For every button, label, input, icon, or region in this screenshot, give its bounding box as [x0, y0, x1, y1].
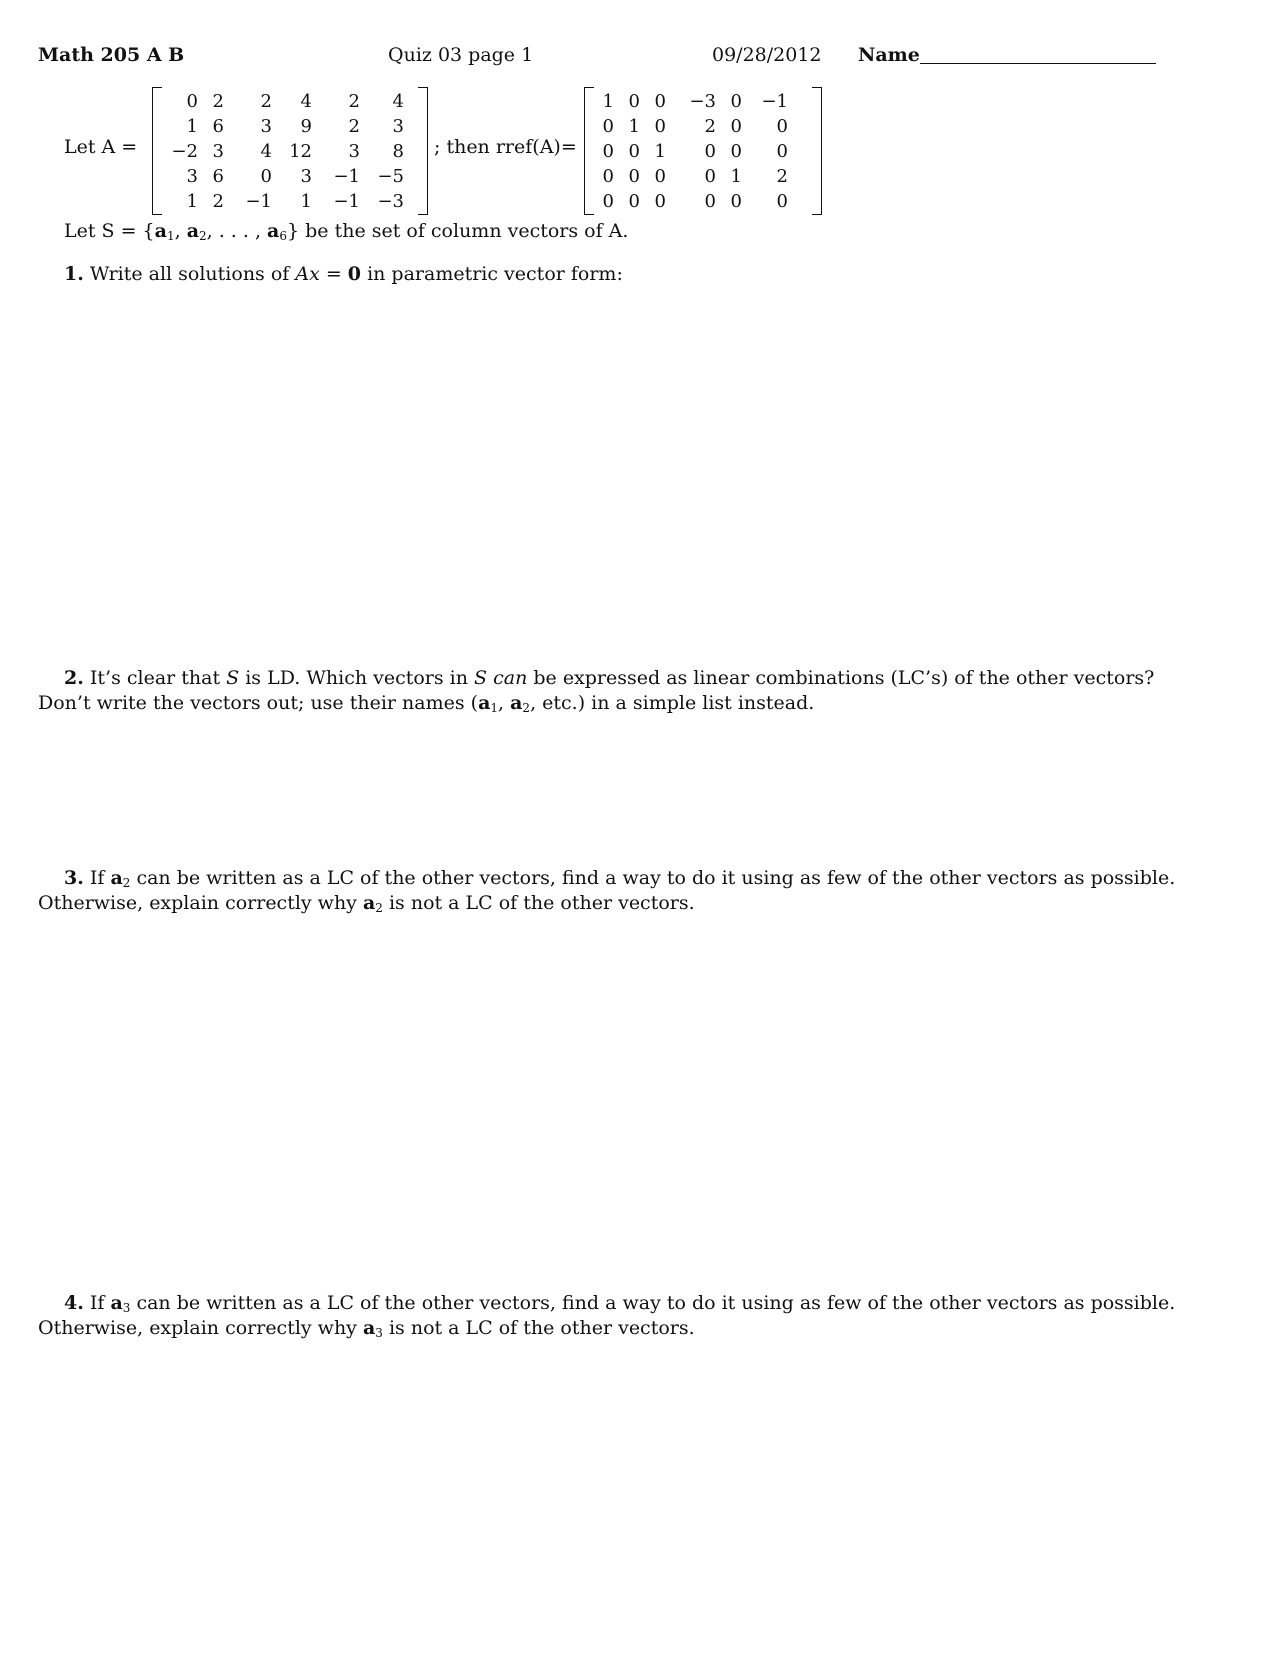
matrix-rref [584, 87, 822, 215]
matrix-a-entry: 3 [260, 116, 272, 137]
matrix-rref-entries [594, 89, 788, 214]
matrix-a-entry: −1 [333, 166, 360, 187]
matrix-a-entry: 3 [212, 141, 224, 162]
name-underline [920, 63, 1156, 64]
matrix-rref-entry: 0 [730, 116, 742, 137]
matrix-rref-entry: 0 [628, 141, 640, 162]
matrix-rref-entry: 0 [776, 191, 788, 212]
quiz-date: 09/28/2012 [712, 44, 822, 66]
right-bracket [812, 87, 822, 215]
matrix-a [152, 87, 428, 215]
quiz-page-label: Quiz 03 page 1 [388, 44, 534, 66]
matrix-a-entry: 1 [186, 191, 198, 212]
matrix-a-entry: 4 [300, 91, 312, 112]
q3-text: If [89, 867, 111, 889]
course-title: Math 205 A B [38, 44, 185, 66]
matrix-rref-entry: −3 [689, 91, 716, 112]
q2-set-s: S [474, 667, 488, 689]
q3-text: is not a LC of the other vectors. [382, 892, 695, 914]
matrix-rref-entry: 0 [602, 191, 614, 212]
matrix-rref-entry: 0 [602, 141, 614, 162]
q3-text: Otherwise, explain correctly why [38, 892, 363, 914]
q1-zero-vector: 0 [347, 263, 362, 285]
matrix-rref-entry: 0 [730, 91, 742, 112]
matrix-rref-entry: 0 [776, 141, 788, 162]
vector-a6: a [267, 220, 280, 242]
matrix-a-entry: 2 [212, 91, 224, 112]
q2-text: Don’t write the vectors out; use their names ( [38, 692, 479, 714]
matrix-a-entry: 6 [212, 116, 224, 137]
q4-text: Otherwise, explain correctly why [38, 1317, 363, 1339]
matrix-a-entry: 1 [186, 116, 198, 137]
set-prefix: Let S = { [64, 220, 155, 242]
matrix-rref-entry: 0 [628, 91, 640, 112]
matrix-a-entry: 4 [260, 141, 272, 162]
set-statement: Let $S = \{a_1$, $a_2$, . . . , $a_6$} be the set of column vectors of A. [64, 220, 629, 243]
matrix-rref-entry: −1 [761, 91, 788, 112]
matrix-rref-entry: 2 [776, 166, 788, 187]
matrix-a-row [162, 114, 404, 139]
matrix-rref-row [594, 164, 788, 189]
question-number: 4. [64, 1292, 84, 1314]
question-3-line-2 [38, 891, 695, 921]
q1-eq: = [319, 263, 348, 285]
matrix-rref-entry: 0 [602, 166, 614, 187]
matrix-a-entry: 9 [300, 116, 312, 137]
vector-a2: a [186, 220, 199, 242]
matrix-a-entry: 3 [392, 116, 404, 137]
name-label: Name [858, 44, 920, 66]
q4-text: If [89, 1292, 111, 1314]
right-bracket [418, 87, 428, 215]
vector-a3: a [362, 1317, 376, 1339]
q2-can: can [493, 667, 528, 689]
matrix-a-entry: 3 [186, 166, 198, 187]
q1-text: Write all solutions of [89, 263, 296, 285]
matrix-a-entry: −1 [333, 191, 360, 212]
matrix-a-entry: 1 [300, 191, 312, 212]
vector-a2: a [362, 892, 376, 914]
matrix-a-entry: 0 [186, 91, 198, 112]
matrix-a-row [162, 164, 404, 189]
vector-a1: a [154, 220, 167, 242]
rref-label: ; then rref(A)= [434, 136, 577, 158]
q4-text: can be written as a LC of the other vectors, find a way to do it using as few of the other vectors as possible. [130, 1292, 1176, 1314]
matrix-rref-entry: 0 [730, 141, 742, 162]
matrix-rref-entry: 0 [730, 191, 742, 212]
matrix-rref-entry: 0 [704, 166, 716, 187]
q2-text: It’s clear that [89, 667, 227, 689]
matrix-rref-entry: 1 [730, 166, 742, 187]
matrix-rref-entry: 0 [704, 191, 716, 212]
matrix-a-entry: −1 [245, 191, 272, 212]
question-2-line-2 [38, 691, 814, 721]
matrix-a-entry: 8 [392, 141, 404, 162]
matrix-a-entry: 2 [348, 116, 360, 137]
matrix-a-entry: 2 [348, 91, 360, 112]
vector-a2-sub: 2 [375, 901, 383, 915]
matrix-rref-entry: 2 [704, 116, 716, 137]
question-number: 3. [64, 867, 84, 889]
matrix-a-entry: −2 [171, 141, 198, 162]
matrix-a-entry: −3 [377, 191, 404, 212]
vector-a3-sub: 3 [122, 1301, 131, 1315]
matrix-a-entries [162, 89, 404, 214]
q4-text: is not a LC of the other vectors. [382, 1317, 695, 1339]
question-4-line-2 [38, 1316, 695, 1346]
vector-a2: a [110, 867, 123, 889]
vector-a1-sub: 1 [490, 701, 499, 715]
vector-a2-sub: 2 [122, 876, 131, 890]
matrix-rref-entry: 0 [654, 191, 666, 212]
matrix-a-intro: Let A = [64, 136, 138, 158]
question-number: 2. [64, 667, 84, 689]
matrix-rref-entry: 0 [776, 116, 788, 137]
set-suffix: } be the set of column vectors of A. [287, 220, 629, 242]
matrix-rref-entry: 0 [654, 116, 666, 137]
matrix-rref-entry: 0 [602, 116, 614, 137]
vector-a6-sub: 6 [279, 229, 287, 243]
matrix-rref-entry: 0 [654, 166, 666, 187]
vector-a2: a [510, 692, 523, 714]
q3-text: can be written as a LC of the other vectors, find a way to do it using as few of the other vectors as possible. [130, 867, 1176, 889]
question-1 [64, 262, 623, 287]
matrix-rref-row [594, 89, 788, 114]
matrix-a-entry: 3 [348, 141, 360, 162]
matrix-rref-row [594, 139, 788, 164]
matrix-rref-entry: 0 [704, 141, 716, 162]
matrix-rref-entry: 0 [628, 191, 640, 212]
matrix-a-entry: 0 [260, 166, 272, 187]
q1-ax: Ax [295, 263, 320, 285]
matrix-a-row [162, 189, 404, 214]
vector-a2-sub: 2 [199, 229, 207, 243]
matrix-rref-entry: 1 [602, 91, 614, 112]
question-2-line-1 [64, 666, 1154, 691]
matrix-a-entry: 6 [212, 166, 224, 187]
matrix-a-entry: 2 [260, 91, 272, 112]
question-number: 1. [64, 263, 84, 285]
matrix-a-row [162, 89, 404, 114]
matrix-rref-entry: 1 [628, 116, 640, 137]
left-bracket [584, 87, 594, 215]
vector-a1-sub: 1 [166, 229, 175, 243]
matrix-rref-entry: 0 [654, 91, 666, 112]
matrix-rref-row [594, 114, 788, 139]
matrix-a-entry: 4 [392, 91, 404, 112]
vector-a3: a [110, 1292, 123, 1314]
q2-text: , etc.) in a simple list instead. [530, 692, 815, 714]
matrix-a-entry: 2 [212, 191, 224, 212]
matrix-a-entry: 12 [289, 141, 312, 162]
matrix-a-row [162, 139, 404, 164]
q2-text: be expressed as linear combinations (LC’s) of the other vectors? [527, 667, 1155, 689]
vector-a3-sub: 3 [375, 1326, 383, 1340]
vector-a1: a [478, 692, 491, 714]
vector-a2-sub: 2 [522, 701, 531, 715]
set-ellipsis: , . . . , [206, 220, 268, 242]
q2-comma: , [498, 692, 511, 714]
matrix-rref-entry: 0 [628, 166, 640, 187]
left-bracket [152, 87, 162, 215]
q1-text-after: in parametric vector form: [361, 263, 623, 285]
matrix-a-entry: −5 [377, 166, 404, 187]
q2-set-s: S [226, 667, 240, 689]
matrix-rref-entry: 1 [654, 141, 666, 162]
matrix-a-entry: 3 [300, 166, 312, 187]
matrix-rref-row [594, 189, 788, 214]
q2-text: is LD. Which vectors in [239, 667, 475, 689]
